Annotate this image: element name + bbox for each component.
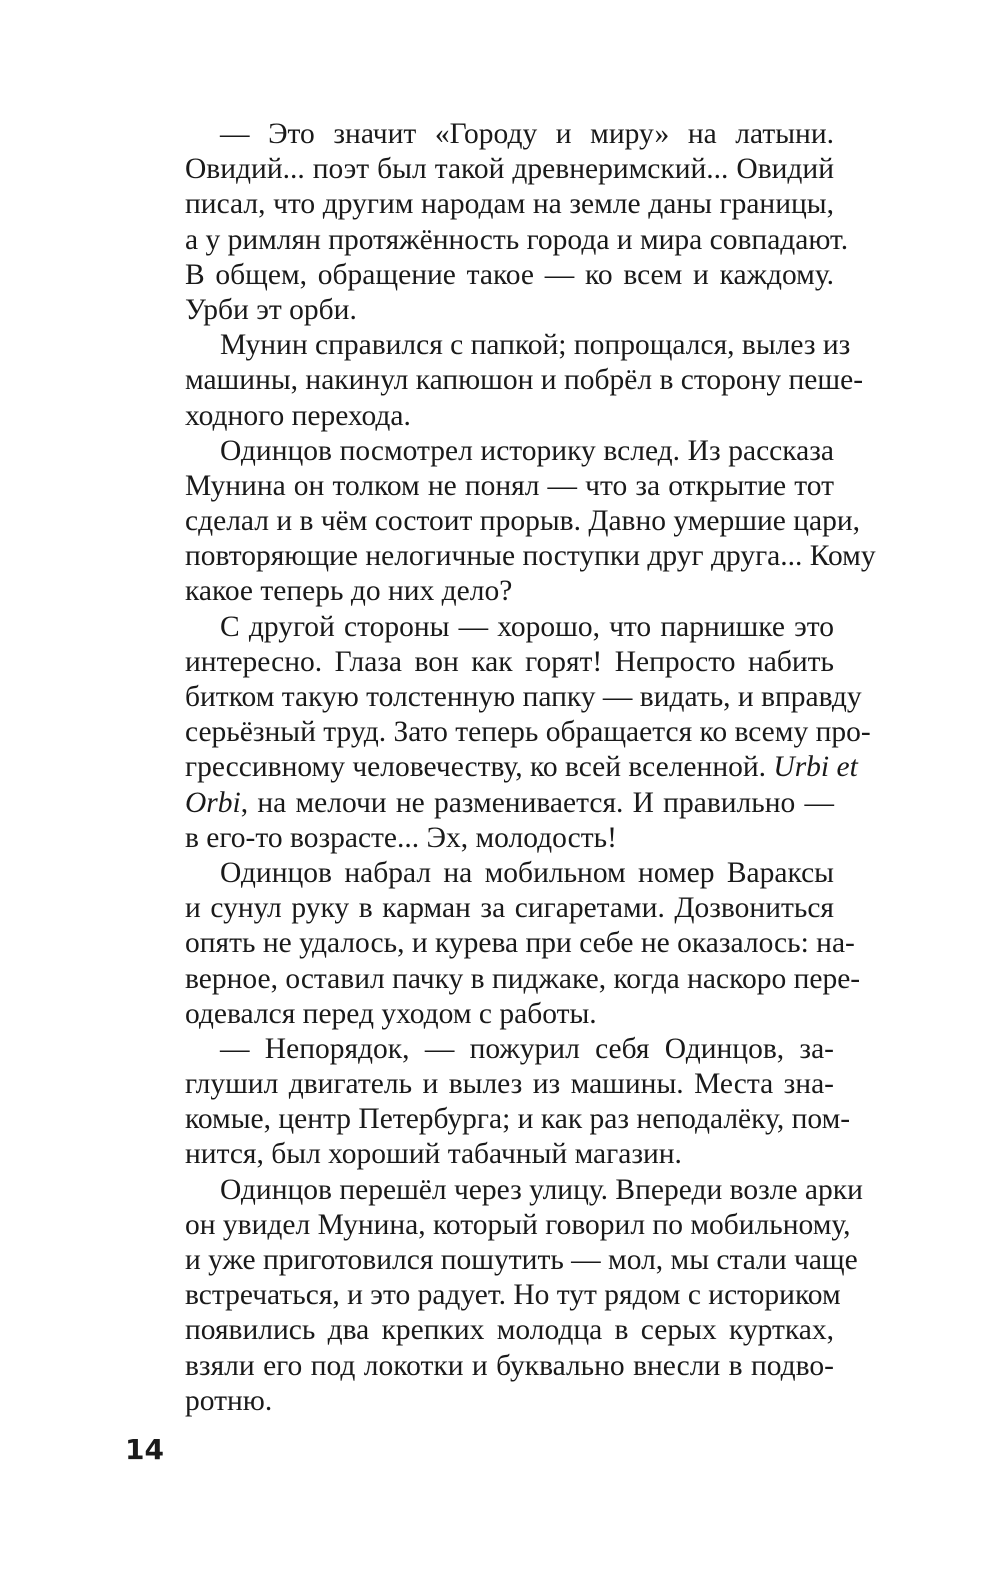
text-line: он увидел Мунина, который говорил по мобильному, (185, 1208, 851, 1241)
text-line: встречаться, и это радует. Но тут рядом с историком (185, 1279, 841, 1312)
italic-latin-phrase: Urbi et (773, 751, 858, 784)
text-line: машины, накинул капюшон и побрёл в сторону пеше- (185, 364, 864, 397)
text-line: Одинцов перешёл через улицу. Впереди возле арки (220, 1173, 863, 1206)
text-line: — Непорядок, — пожурил себя Одинцов, за- (220, 1032, 834, 1065)
text-line: какое теперь до них дело? (185, 575, 513, 608)
text-line: верное, оставил пачку в пиджаке, когда наскоро пере- (185, 962, 861, 995)
text-line: ротню. (185, 1384, 273, 1417)
text-line: серьёзный труд. Зато теперь обращается ко всему про- (185, 716, 871, 749)
paragraph-4 (150, 610, 871, 856)
text-line: писал, что другим народам на земле даны границы, (185, 188, 834, 221)
text-line-with-italic (150, 750, 858, 785)
text-line: ходного перехода. (185, 399, 411, 432)
paragraph-5 (150, 856, 861, 1032)
text-line: взяли его под локотки и буквально внесли в подво- (185, 1349, 834, 1382)
text-line: глушил двигатель и вылез из машины. Места зна- (185, 1068, 834, 1101)
text-line: появились два крепких молодца в серых куртках, (185, 1314, 834, 1347)
text-line: комые, центр Петербурга; и как раз неподалёку, пом- (185, 1103, 851, 1136)
page-number: 14 (125, 1433, 164, 1466)
text-line: Урби эт орби. (185, 293, 357, 326)
paragraph-7 (150, 1173, 863, 1419)
text-line: — Это значит «Городу и миру» на латыни. (220, 118, 834, 150)
paragraph-3 (150, 434, 876, 610)
text-line: а у римлян протяжённость города и мира совпадают. (185, 223, 849, 256)
text-line: и сунул руку в карман за сигаретами. Дозвониться (185, 892, 834, 925)
text-line: одевался перед уходом с работы. (185, 997, 597, 1030)
text-run: грессивному человечеству, ко всей вселенной. (185, 751, 767, 784)
paragraph-6 (150, 1032, 851, 1173)
text-line-with-italic: Orbi, на мелочи не разменивается. И правильно — (185, 786, 834, 819)
text-line: Мунина он толком не понял — что за открытие тот (185, 469, 834, 502)
text-line: в его-то возрасте... Эх, молодость! (185, 821, 617, 854)
italic-latin-phrase: Orbi (185, 786, 241, 819)
text-run: на мелочи не разменивается. И правильно — (257, 786, 834, 819)
text-line: Мунин справился с папкой; попрощался, вылез из (220, 329, 851, 362)
text-line: битком такую толстенную папку — видать, и вправду (185, 681, 862, 713)
paragraph-2 (150, 328, 864, 434)
paragraph-1 (150, 117, 849, 328)
text-line: и уже приготовился пошутить — мол, мы стали чаще (185, 1244, 858, 1276)
text-line: Одинцов посмотрел историку вслед. Из рассказа (220, 434, 834, 467)
text-line: повторяющие нелогичные поступки друг друга... Кому (185, 540, 876, 573)
text-line: нится, был хороший табачный магазин. (185, 1138, 682, 1171)
text-line: С другой стороны — хорошо, что парнишке это (220, 610, 834, 643)
text-line: Овидий... поэт был такой древнеримский... Овидий (185, 153, 834, 186)
text-line: сделал и в чём состоит прорыв. Давно умершие цари, (185, 505, 861, 538)
body-text (150, 117, 876, 1419)
text-line: В общем, обращение такое — ко всем и каждому. (185, 258, 834, 291)
text-line: интересно. Глаза вон как горят! Непросто набить (185, 645, 834, 678)
text-line: опять не удалось, и курева при себе не оказалось: на- (185, 927, 855, 960)
text-line: Одинцов набрал на мобильном номер Вараксы (220, 856, 834, 889)
